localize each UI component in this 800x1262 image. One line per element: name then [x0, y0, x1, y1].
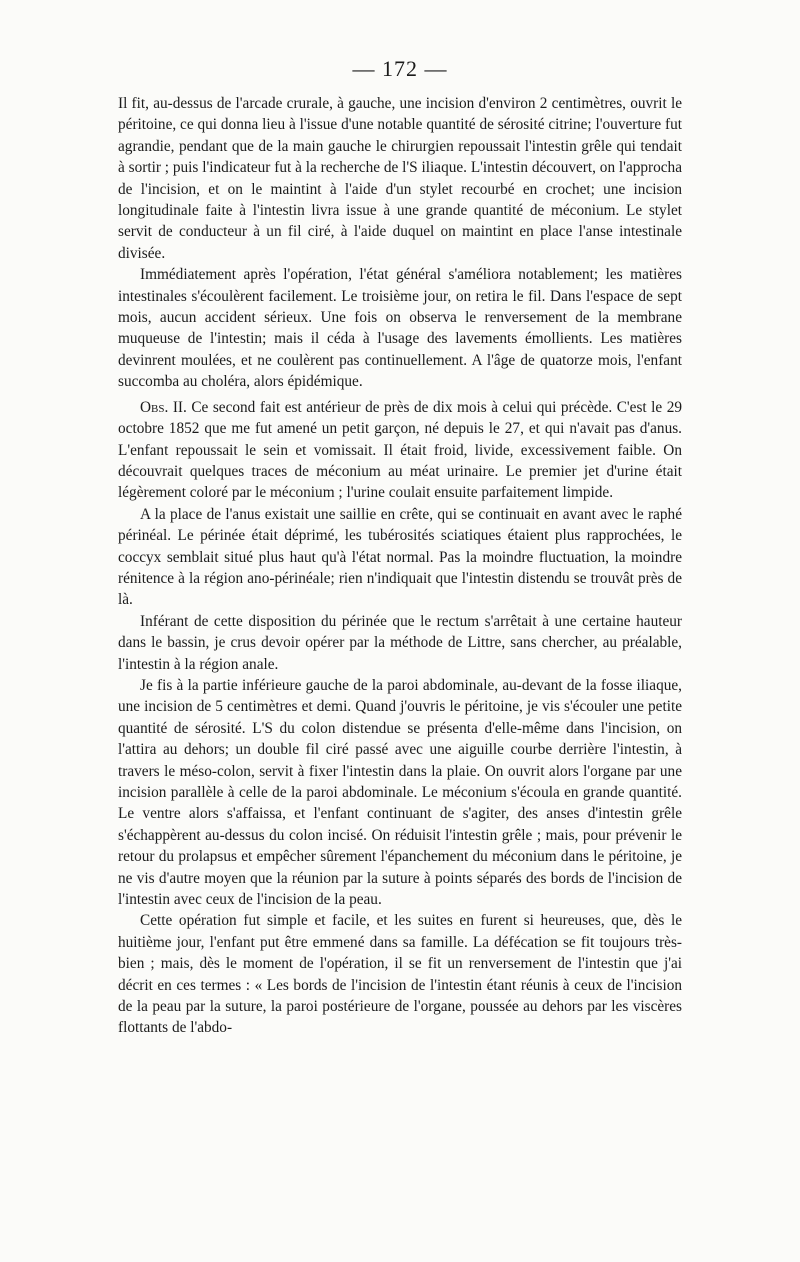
paragraph: Je fis à la partie inférieure gauche de la paroi abdominale, au-devant de la fosse iliaque, une incision de 5 centimètres et demi. Quand j'ouvris le péritoine, je vis s'écouler une petite quantité de sérosité. L'S du colon distendue se présenta d'elle-même dans l'incision, on l'attira au dehors; un double fil ciré passé avec une aiguille courbe derrière l'intestin, à travers le méso-colon, servit à fixer l'intestin dans la plaie. On ouvrit alors l'organe par une incision parallèle à celle de la paroi abdominale. Le méconium s'écoula en grande quantité. Le ventre alors s'affaissa, et l'enfant continuant de s'agiter, des anses d'intestin grêle s'échappèrent au-dessus du colon incisé. On réduisit l'intestin grêle ; mais, pour prévenir le retour du prolapsus et empêcher sûrement l'épanchement du méconium dans le péritoine, je ne vis d'autre moyen que la réunion par la suture à points séparés des bords de l'incision de l'intestin avec ceux de l'incision de la peau.: [118, 676, 682, 909]
paragraph: Cette opération fut simple et facile, et les suites en furent si heureuses, que, dès le huitième jour, l'enfant put être emmené dans sa famille. La défécation se fit toujours très-bien ; mais, dès le moment de l'opération, il se fit un renversement de l'intestin que j'ai décrit en ces termes : « Les bords de l'incision de l'intestin étant réunis à ceux de l'incision de la peau par la suture, la paroi postérieure de l'organe, poussée au dehors par les viscères flottants de l'abdo-: [118, 912, 682, 1037]
observation-label: Obs. II.: [140, 398, 187, 416]
observation-text: Ce second fait est antérieur de près de dix mois à celui qui précède. C'est le 29 octobre 1852 que me fut amené un petit garçon, né depuis le 27, et qui n'avait pas d'anus. L'enfant repoussait le sein et vomissait. Il était froid, livide, excessivement faible. On découvrait quelques traces de méconium au méat urinaire. Le premier jet d'urine était légèrement coloré par le méconium ; l'urine coulait ensuite parfaitement limpide.: [118, 398, 682, 502]
paragraph: A la place de l'anus existait une saillie en crête, qui se continuait en avant avec le raphé périnéal. Le périnée était déprimé, les tubérosités sciatiques étaient plus rapprochées, le coccyx semblait situé plus haut qu'à l'état normal. Pas la moindre fluctuation, la moindre rénitence à la région ano-périnéale; rien n'indiquait que l'intestin distendu se trouvât près de là.: [118, 505, 682, 609]
page-number: — 172 —: [352, 56, 448, 81]
paragraph: Immédiatement après l'opération, l'état général s'améliora notablement; les matières intestinales s'écoulèrent facilement. Le troisième jour, on retira le fil. Dans l'espace de sept mois, aucun accident sérieux. Une fois on observa le renversement de la membrane muqueuse de l'intestin; mais il céda à l'usage des lavements émollients. Les matières devinrent moulées, et ne coulèrent pas continuellement. A l'âge de quatorze mois, l'enfant succomba au choléra, alors épidémique.: [118, 266, 682, 391]
paragraph: Inférant de cette disposition du périnée que le rectum s'arrêtait à une certaine hauteur dans le bassin, je crus devoir opérer par la méthode de Littre, sans chercher, au préalable, l'intestin à la région anale.: [118, 612, 682, 673]
paragraph-continuation: Il fit, au-dessus de l'arcade crurale, à gauche, une incision d'environ 2 centimètres, ouvrit le péritoine, ce qui donna lieu à l'issue d'une notable quantité de sérosité citrine; l'ouverture fut agrandie, pendant que de la main gauche le chirurgien repoussait l'intestin grêle qui tendait à sortir ; puis l'indicateur fut à la recherche de l'S iliaque. L'intestin découvert, on l'approcha de l'incision, et on le maintint à l'aide d'un stylet recourbé en crochet; une incision longitudinale faite à l'intestin livra issue à une grande quantité de méconium. Le stylet servit de conducteur à un fil ciré, à l'aide duquel on maintint en place l'anse intestinale divisée.: [118, 95, 682, 262]
body-text: [118, 93, 682, 1039]
paragraph-observation-2: [118, 397, 682, 504]
